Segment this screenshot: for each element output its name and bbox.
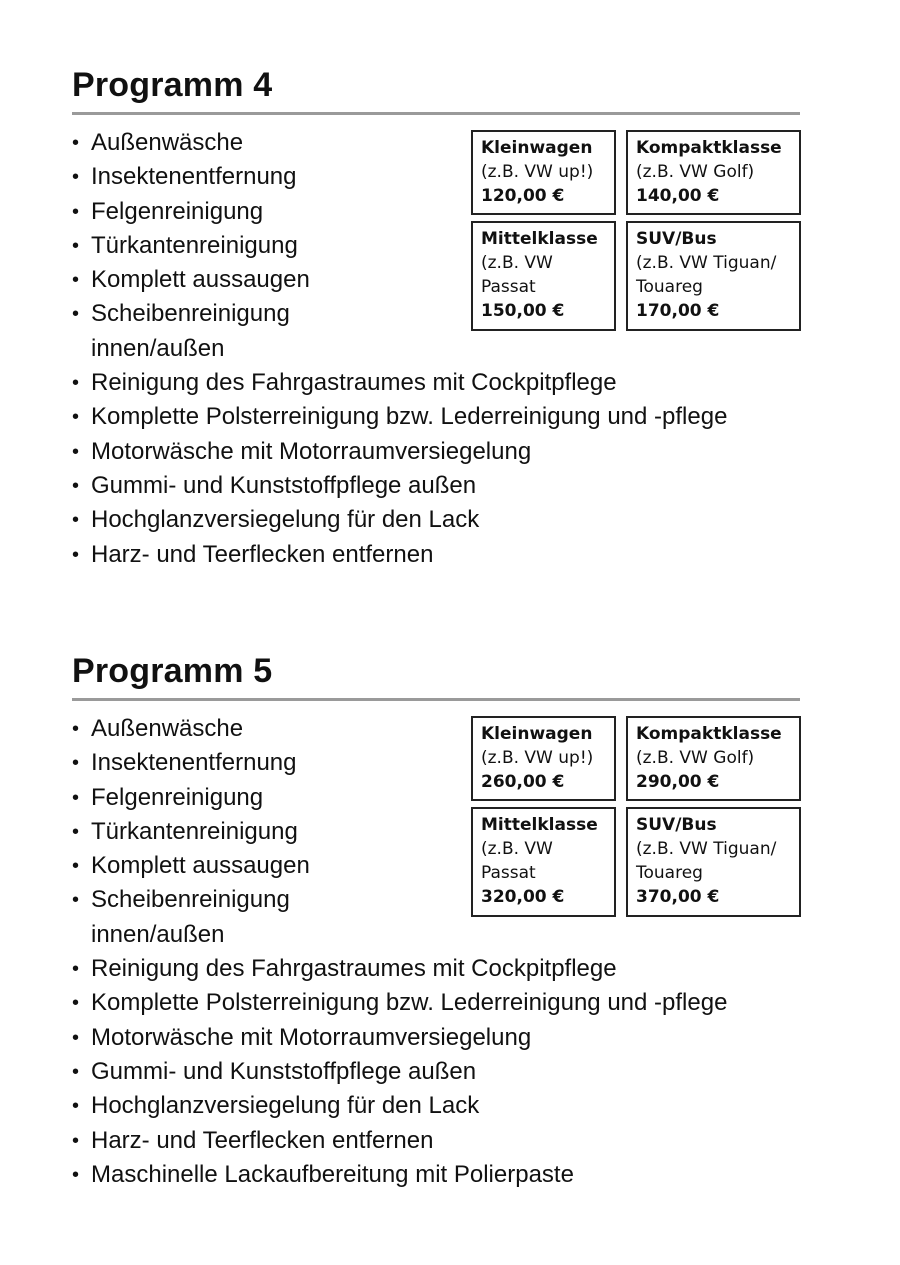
service-item: • Harz- und Teerflecken entfernen <box>72 538 842 572</box>
price-value: 150,00 € <box>481 301 565 321</box>
service-item: • Komplett aussaugen <box>72 849 842 883</box>
vehicle-class: Kompaktklasse <box>636 138 782 158</box>
service-item: • Türkantenreinigung <box>72 229 842 263</box>
price-box-mittelklasse <box>471 221 616 331</box>
price-box-kompaktklasse <box>626 130 801 215</box>
service-item: • Reinigung des Fahrgastraumes mit Cockpitpflege <box>72 366 842 400</box>
vehicle-class: Kompaktklasse <box>636 724 782 744</box>
service-item: • Maschinelle Lackaufbereitung mit Polierpaste <box>72 1158 842 1192</box>
price-box-suv-bus <box>626 221 801 331</box>
vehicle-class: Mittelklasse <box>481 229 598 249</box>
price-box-kleinwagen <box>471 130 616 215</box>
price-value: 120,00 € <box>481 186 565 206</box>
vehicle-example: (z.B. VW Passat <box>481 839 553 883</box>
program-title: Programm 5 <box>72 652 273 690</box>
vehicle-class: Mittelklasse <box>481 815 598 835</box>
price-value: 320,00 € <box>481 887 565 907</box>
title-divider <box>72 112 800 115</box>
vehicle-example: (z.B. VW Golf) <box>636 748 755 768</box>
vehicle-class: SUV/Bus <box>636 815 717 835</box>
price-value: 260,00 € <box>481 772 565 792</box>
service-item: • Außenwäsche <box>72 126 842 160</box>
service-item: • Hochglanzversiegelung für den Lack <box>72 1089 842 1123</box>
vehicle-example: (z.B. VW up!) <box>481 748 594 768</box>
service-item: • Komplett aussaugen <box>72 263 842 297</box>
vehicle-example: (z.B. VW Passat <box>481 253 553 297</box>
price-box-mittelklasse <box>471 807 616 917</box>
vehicle-class: Kleinwagen <box>481 724 593 744</box>
price-box-kompaktklasse <box>626 716 801 801</box>
service-item: • Gummi- und Kunststoffpflege außen <box>72 1055 842 1089</box>
service-item: • Insektenentfernung <box>72 746 842 780</box>
vehicle-example: (z.B. VW Golf) <box>636 162 755 182</box>
service-item: • Scheibenreinigung innen/außen <box>72 297 391 366</box>
title-divider <box>72 698 800 701</box>
vehicle-example: (z.B. VW Tiguan/ Touareg <box>636 839 777 883</box>
service-item: • Insektenentfernung <box>72 160 842 194</box>
vehicle-class: SUV/Bus <box>636 229 717 249</box>
price-value: 290,00 € <box>636 772 720 792</box>
price-grid <box>471 130 801 332</box>
program-4-section <box>72 62 832 568</box>
service-item: • Harz- und Teerflecken entfernen <box>72 1124 842 1158</box>
service-item: • Außenwäsche <box>72 712 842 746</box>
service-item: • Motorwäsche mit Motorraumversiegelung <box>72 435 842 469</box>
service-item: • Gummi- und Kunststoffpflege außen <box>72 469 842 503</box>
price-box-kleinwagen <box>471 716 616 801</box>
service-item: • Türkantenreinigung <box>72 815 842 849</box>
vehicle-class: Kleinwagen <box>481 138 593 158</box>
service-item: • Motorwäsche mit Motorraumversiegelung <box>72 1021 842 1055</box>
price-grid <box>471 716 801 918</box>
vehicle-example: (z.B. VW up!) <box>481 162 594 182</box>
vehicle-example: (z.B. VW Tiguan/ Touareg <box>636 253 777 297</box>
price-value: 170,00 € <box>636 301 720 321</box>
price-value: 370,00 € <box>636 887 720 907</box>
service-item: • Scheibenreinigung innen/außen <box>72 883 391 952</box>
program-title: Programm 4 <box>72 66 273 104</box>
service-item: • Felgenreinigung <box>72 195 842 229</box>
service-item: • Komplette Polsterreinigung bzw. Lederreinigung und -pflege <box>72 400 842 434</box>
program-5-section <box>72 648 832 1188</box>
price-box-suv-bus <box>626 807 801 917</box>
service-item: • Komplette Polsterreinigung bzw. Lederreinigung und -pflege <box>72 986 842 1020</box>
service-item: • Reinigung des Fahrgastraumes mit Cockpitpflege <box>72 952 842 986</box>
service-item: • Felgenreinigung <box>72 781 842 815</box>
service-item: • Hochglanzversiegelung für den Lack <box>72 503 842 537</box>
price-value: 140,00 € <box>636 186 720 206</box>
